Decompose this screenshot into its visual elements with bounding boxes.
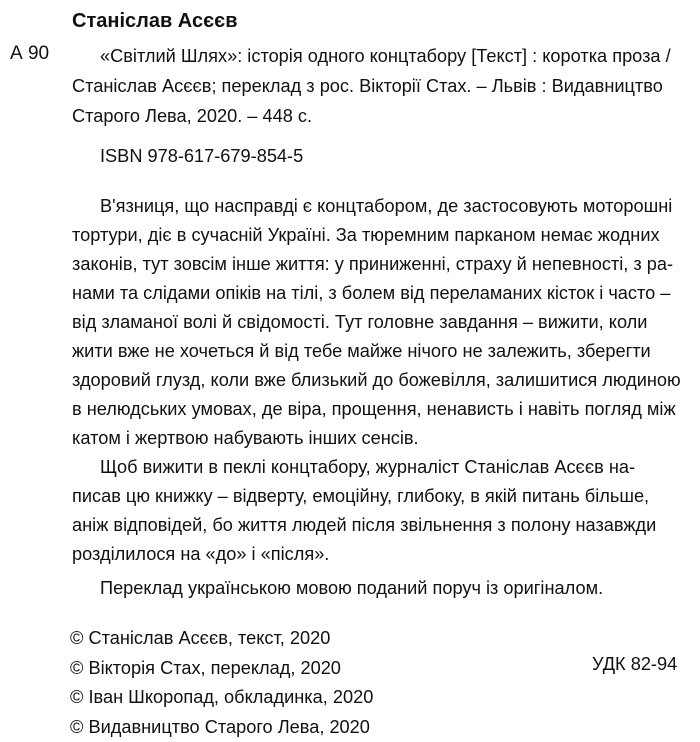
copyright-line: © Іван Шкоропад, обкладинка, 2020 [70, 683, 373, 713]
annotation-line: В'язниця, що насправді є концтабором, де застосовують моторошні [72, 192, 684, 221]
annotation [72, 192, 684, 569]
annotation-line: писав цю книжку – відверту, емоційну, глибоку, в якій питань більше, [72, 482, 684, 511]
author-heading: Станіслав Асєєв [72, 10, 238, 33]
udk-code: УДК 82-94 [592, 654, 677, 675]
bibliographic-line: Станіслав Асєєв; переклад з рос. Вікторії Стах. – Львів : Видавництво [72, 71, 694, 101]
annotation-line: від зламаної волі й свідомості. Тут головне завдання – вижити, коли [72, 308, 684, 337]
annotation-line: розділилося на «до» і «після». [72, 540, 684, 569]
annotation-line: Щоб вижити в пеклі концтабору, журналіст Станіслав Асєєв на- [72, 453, 684, 482]
copyright-block [70, 624, 373, 742]
isbn-number: ISBN 978-617-679-854-5 [100, 146, 303, 167]
bibliographic-line: Старого Лева, 2020. – 448 с. [72, 101, 694, 131]
copyright-line: © Вікторія Стах, переклад, 2020 [70, 654, 373, 684]
bibliographic-record [72, 41, 694, 131]
translation-note: Переклад українською мовою поданий поруч із оригіналом. [100, 578, 603, 599]
annotation-line: законів, тут зовсім інше життя: у приниженні, страху й непевності, з ра- [72, 250, 684, 279]
annotation-line: тортури, діє в сучасній Україні. За тюремним парканом немає жодних [72, 221, 684, 250]
call-number: А 90 [10, 43, 49, 65]
annotation-line: жити вже не хочеться й від тебе майже нічого не залежить, зберегти [72, 337, 684, 366]
copyright-line: © Станіслав Асєєв, текст, 2020 [70, 624, 373, 654]
annotation-line: катом і жертвою набувають інших сенсів. [72, 424, 684, 453]
annotation-line: в нелюдських умовах, де віра, прощення, ненависть і навіть погляд між [72, 395, 684, 424]
annotation-line: здоровий глузд, коли вже близький до божевілля, залишитися людиною [72, 366, 684, 395]
copyright-line: © Видавництво Старого Лева, 2020 [70, 713, 373, 742]
annotation-line: аніж відповідей, бо життя людей після звільнення з полону назавжди [72, 511, 684, 540]
bibliographic-line: «Світлий Шлях»: історія одного концтабору [Текст] : коротка проза / [72, 41, 694, 71]
annotation-line: нами та слідами опіків на тілі, з болем від переламаних кісток і часто – [72, 279, 684, 308]
